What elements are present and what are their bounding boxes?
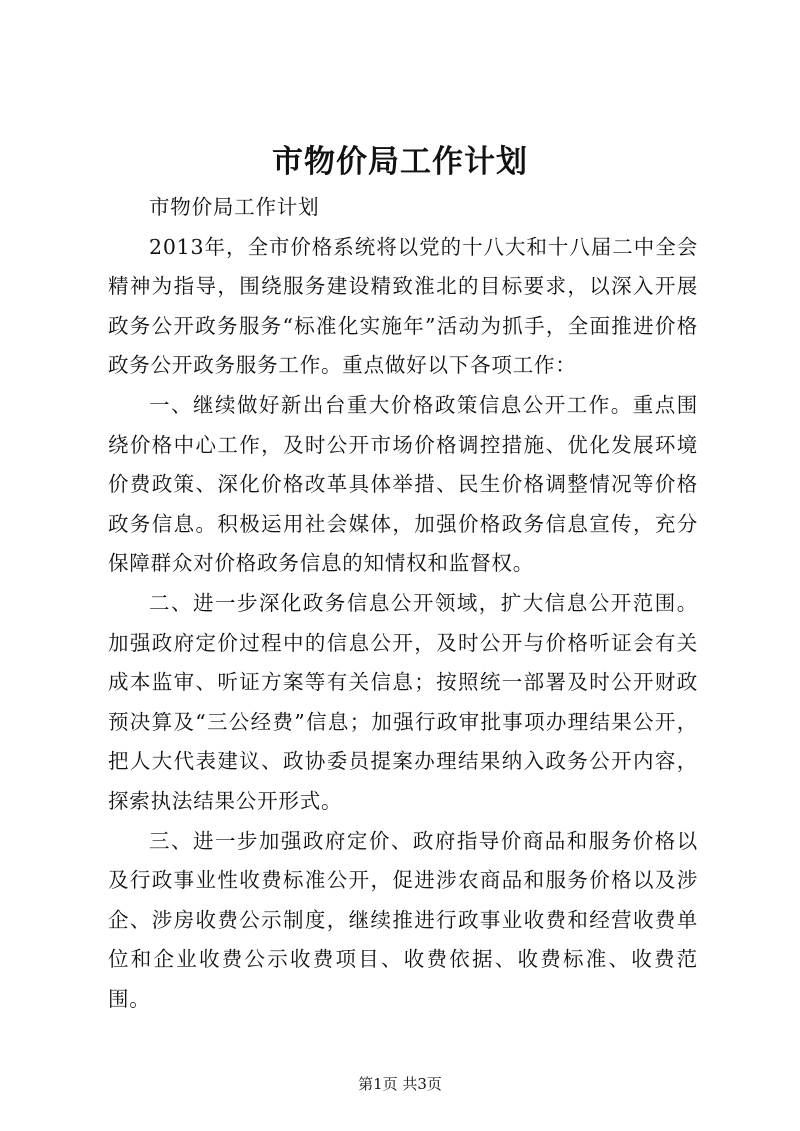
paragraph-intro: 2013年，全市价格系统将以党的十八大和十八届二中全会精神为指导，围绕服务建设精致淮北的目标要求，以深入开展政务公开政务服务“标准化实施年”活动为抓手，全面推进价格政务公开政务服务工作。重点做好以下各项工作：: [108, 234, 698, 378]
document-body: [108, 188, 698, 1019]
paragraph-item-3: 三、进一步加强政府定价、政府指导价商品和服务价格以及行政事业性收费标准公开，促进涉农商品和服务价格以及涉企、涉房收费公示制度，继续推进行政事业收费和经营收费单位和企业收费公示收费项目、收费依据、收费标准、收费范围。: [108, 828, 698, 1011]
paragraph-item-2: 二、进一步深化政务信息公开领域，扩大信息公开范围。加强政府定价过程中的信息公开，及时公开与价格听证会有关成本监审、听证方案等有关信息；按照统一部署及时公开财政预决算及“三公经费”信息；加强行政审批事项办理结果公开，把人大代表建议、政协委员提案办理结果纳入政务公开内容，探索执法结果公开形式。: [108, 590, 698, 813]
page-number-footer: 第1页 共3页: [358, 1075, 442, 1093]
document-title: 市物价局工作计划: [272, 144, 528, 180]
paragraph-item-1: 一、继续做好新出台重大价格政策信息公开工作。重点围绕价格中心工作，及时公开市场价格调控措施、优化发展环境价费政策、深化价格改革具体举措、民生价格调整情况等价格政务信息。积极运用社会媒体，加强价格政务信息宣传，充分保障群众对价格政务信息的知情权和监督权。: [108, 392, 698, 576]
paragraph-subtitle: 市物价局工作计划: [149, 195, 320, 219]
